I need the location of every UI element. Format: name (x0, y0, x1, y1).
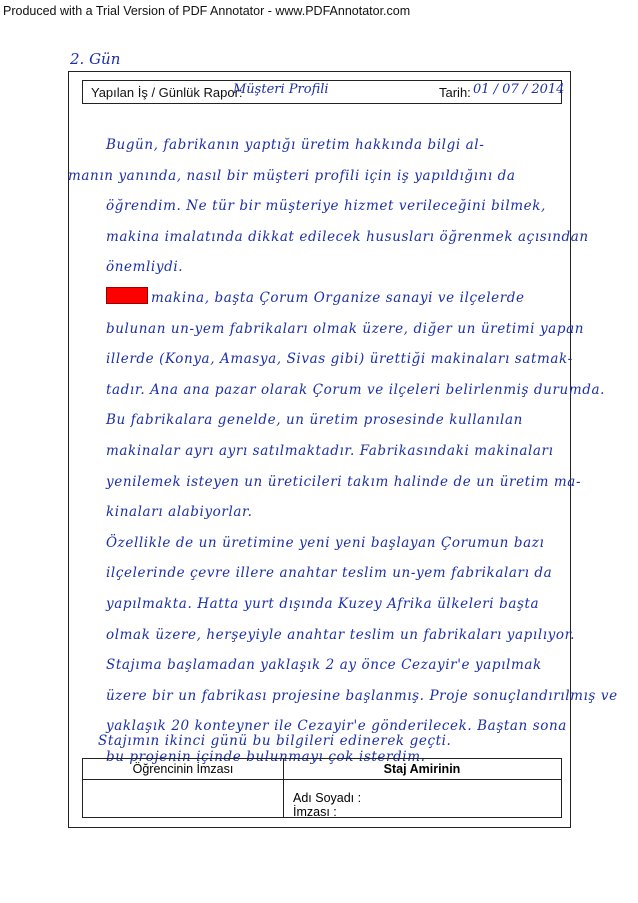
body-line: ilçelerinde çevre illere anahtar teslim un-yem fabrikaları da (106, 565, 553, 582)
paragraph-5 (68, 650, 618, 772)
body-line: olmak üzere, herşeyiyle anahtar teslim un fabrikaları yapılıyor. (106, 626, 576, 643)
body-line: bu projenin içinde bulunmayı çok isterdim. (106, 748, 426, 765)
body-line: üzere bir un fabrikası projesine başlanmış. Proje sonuçlandırılmış ve (106, 687, 618, 704)
report-header (82, 80, 565, 104)
date-label: Tarih: (439, 85, 471, 100)
supervisor-header: Staj Amirinin (383, 762, 461, 776)
date-value: 01 / 07 / 2014 (473, 82, 565, 97)
report-label: Yapılan İş / Günlük Rapor: (91, 85, 243, 100)
report-body (68, 130, 618, 772)
body-line: Bu fabrikalara genelde, un üretim prosesinde kullanılan (106, 412, 523, 429)
body-line: yapılmakta. Hatta yurt dışında Kuzey Afrika ülkeleri başta (106, 595, 540, 612)
trial-watermark: Produced with a Trial Version of PDF Annotator - www.PDFAnnotator.com (3, 4, 411, 18)
body-line: önemliydi. (106, 259, 184, 276)
body-line: kinaları alabiyorlar. (106, 504, 253, 521)
signature-table (82, 758, 562, 818)
body-line: makinalar ayrı ayrı satılmaktadır. Fabrikasındaki makinaları (106, 442, 554, 459)
body-line: Bugün, fabrikanın yaptığı üretim hakkında bilgi al- (106, 137, 485, 153)
paragraph-3 (68, 405, 582, 527)
body-line (68, 283, 568, 314)
body-line: yaklaşık 20 konteyner ile Cezayir'e gönderilecek. Baştan sona (106, 718, 567, 735)
body-line: manın yanında, nasıl bir müşteri profili için iş yapıldığını da (68, 167, 516, 184)
body-line: Özellikle de un üretimine yeni yeni başlayan Çorumun bazı (106, 534, 545, 551)
body-line: öğrendim. Ne tür bir müşteriye hizmet verileceğini bilmek, (106, 198, 546, 215)
body-line-text: makina, başta Çorum Organize sanayi ve ilçelerde (151, 289, 525, 306)
redacted-company-name (106, 287, 148, 304)
body-line: yenilemek isteyen un üreticileri takım halinde de un üretim ma- (106, 473, 582, 490)
body-line: bulunan un-yem fabrikaları olmak üzere, diğer un üretimi yapan (106, 320, 585, 337)
body-line: tadır. Ana ana pazar olarak Çorum ve ilçeleri belirlenmiş durumda. (106, 381, 606, 398)
table-rowline (83, 779, 561, 780)
student-signature-header: Öğrencinin İmzası (132, 762, 234, 776)
closing-line: Stajımın ikinci günü bu bilgileri edinerek geçti. (98, 733, 452, 749)
paragraph-4 (68, 528, 576, 650)
body-line: Stajıma başlamadan yaklaşık 2 ay önce Cezayir'e yapılmak (106, 657, 542, 674)
supervisor-name-label: Adı Soyadı : (293, 791, 362, 805)
paragraph-2 (68, 283, 606, 405)
report-value: Müşteri Profili (233, 82, 329, 97)
body-line: makina imalatında dikkat edilecek hususları öğrenmek açısından (106, 228, 589, 245)
supervisor-signature-label: İmzası : (293, 805, 337, 819)
paragraph-1 (68, 130, 589, 283)
day-label: 2. Gün (70, 50, 121, 68)
body-line: illerde (Konya, Amasya, Sivas gibi) ürettiği makinaları satmak- (106, 351, 573, 368)
